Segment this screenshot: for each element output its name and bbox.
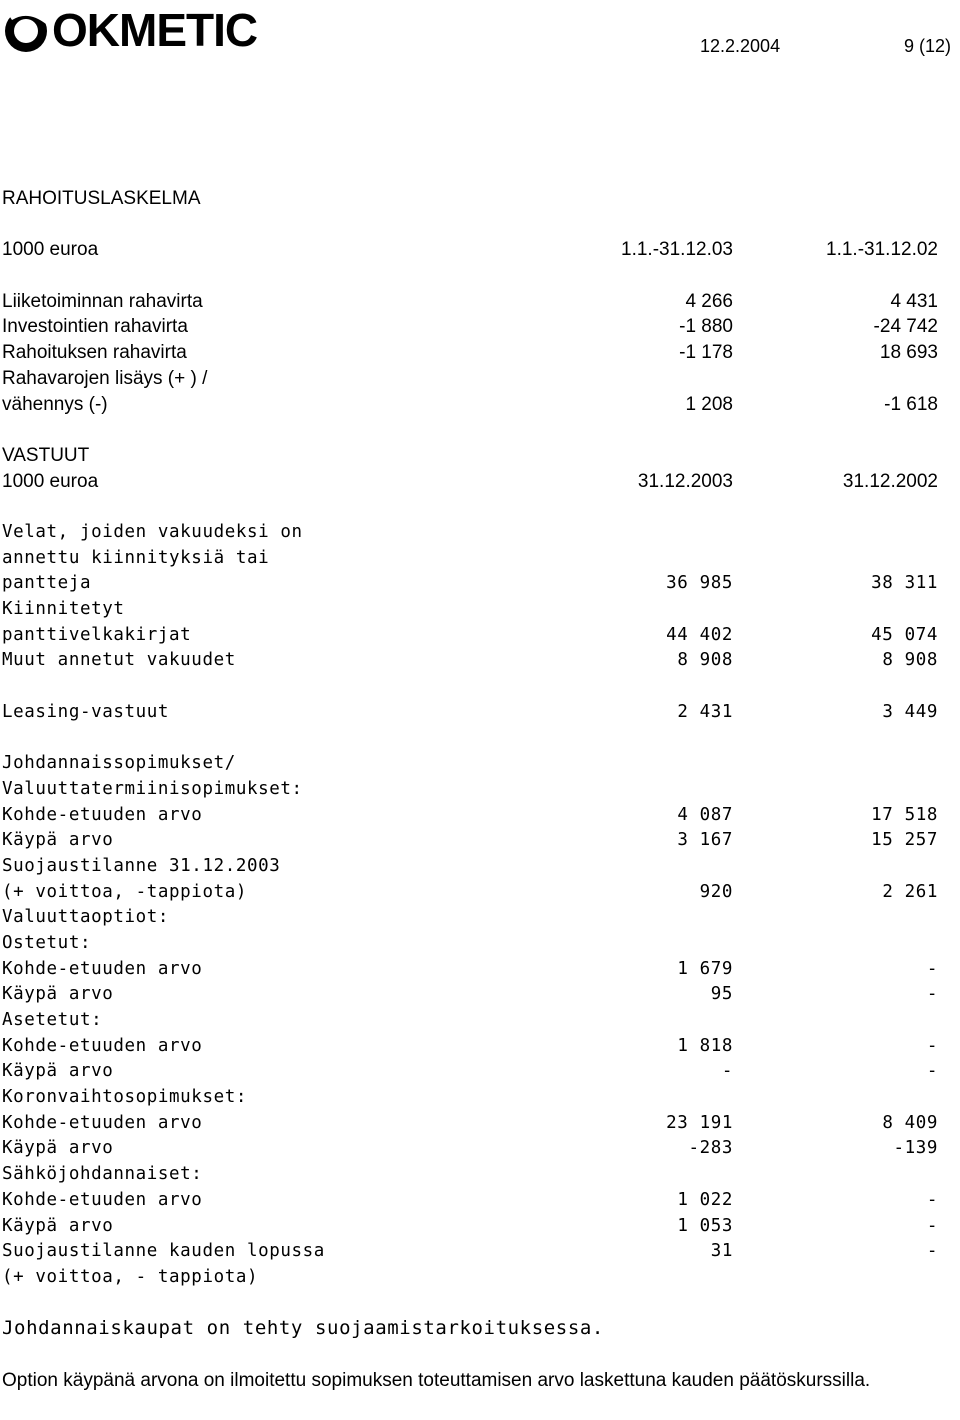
row-label: Rahavarojen lisäys (+ ) / [2, 367, 208, 389]
row-label: Suojaustilanne kauden lopussa [2, 1241, 325, 1262]
value-2002: 15 257 [871, 830, 938, 851]
value-2003: 95 [710, 984, 733, 1005]
row-label: Kohde-etuuden arvo [2, 804, 203, 825]
table-row [2, 1162, 938, 1188]
value-2002: - [926, 1215, 938, 1236]
hedging-note: Johdannaiskaupat on tehty suojaamistarkoituksessa. [2, 1317, 604, 1339]
table-row [2, 905, 938, 931]
table-row [2, 1136, 938, 1162]
cashflow-title [2, 186, 938, 212]
table-row [2, 571, 938, 597]
unit-label: 1000 euroa [2, 470, 99, 492]
date-2003-header: 31.12.2003 [637, 470, 733, 492]
logo-wordmark: OKMETIC [52, 4, 258, 56]
value-2002: - [926, 958, 938, 979]
value-2003: -283 [688, 1138, 733, 1159]
row-label: Velat, joiden vakuudeksi on [2, 521, 303, 542]
table-row [2, 1239, 938, 1265]
value-2003: 920 [699, 881, 733, 902]
row-label: Käypä arvo [2, 984, 114, 1005]
row-label: Käypä arvo [2, 1061, 114, 1082]
value-2003: 1 208 [685, 393, 733, 415]
table-row [2, 931, 938, 957]
table-row [2, 366, 938, 392]
table-row [2, 1265, 938, 1291]
table-row [2, 648, 938, 674]
table-row [2, 1214, 938, 1240]
row-label: Kohde-etuuden arvo [2, 1035, 203, 1056]
table-row [2, 1008, 938, 1034]
row-label: Suojaustilanne 31.12.2003 [2, 855, 281, 876]
value-2003: 1 679 [677, 958, 733, 979]
row-label: Asetetut: [2, 1010, 103, 1030]
value-2002: 4 431 [890, 290, 938, 312]
value-2003: 1 022 [677, 1189, 733, 1210]
value-2003: 1 053 [677, 1215, 733, 1236]
value-2002: 45 074 [871, 624, 938, 645]
row-label: (+ voittoa, - tappiota) [2, 1266, 259, 1287]
table-row [2, 392, 938, 418]
row-label: Kohde-etuuden arvo [2, 1112, 203, 1133]
value-2003: - [721, 1061, 733, 1082]
table-row [2, 314, 938, 340]
row-label: Koronvaihtosopimukset: [2, 1087, 247, 1108]
row-label: Kiinnitetyt [2, 599, 125, 619]
value-2002: 38 311 [871, 573, 938, 594]
period-2002-header: 1.1.-31.12.02 [826, 239, 938, 261]
row-label: Ostetut: [2, 932, 92, 953]
row-label: Kohde-etuuden arvo [2, 958, 203, 979]
document-body [2, 186, 938, 1291]
value-2003: 23 191 [666, 1112, 733, 1133]
row-label: Käypä arvo [2, 830, 114, 851]
table-row [2, 623, 938, 649]
row-label: Sähköjohdannaiset: [2, 1164, 203, 1185]
table-row [2, 520, 938, 546]
table-row [2, 957, 938, 983]
table-row [2, 982, 938, 1008]
section-title: VASTUUT [2, 444, 90, 466]
value-2003: -1 178 [679, 342, 733, 364]
table-row [2, 1034, 938, 1060]
table-row [2, 803, 938, 829]
value-2002: 3 449 [882, 701, 938, 722]
value-2002: 18 693 [879, 342, 938, 364]
row-label: Valuuttatermiinisopimukset: [2, 778, 303, 799]
value-2003: 3 167 [677, 830, 733, 851]
cashflow-header-row [2, 237, 938, 263]
document-date: 12.2.2004 [700, 36, 781, 56]
table-row [2, 1085, 938, 1111]
value-2003: 31 [710, 1241, 733, 1262]
value-2002: - [926, 1061, 938, 1082]
page-number: 9 (12) [904, 36, 952, 56]
table-row [2, 340, 938, 366]
row-label: Investointien rahavirta [2, 316, 188, 338]
commitments-title [2, 443, 938, 469]
row-label: Rahoituksen rahavirta [2, 342, 187, 364]
value-2002: - [926, 1241, 938, 1262]
table-row [2, 1188, 938, 1214]
table-row [2, 1059, 938, 1085]
value-2002: -139 [893, 1138, 938, 1159]
row-label: Liiketoiminnan rahavirta [2, 290, 203, 312]
row-label: Käypä arvo [2, 1138, 114, 1159]
table-row [2, 828, 938, 854]
table-row [2, 854, 938, 880]
period-2003-header: 1.1.-31.12.03 [621, 239, 733, 261]
value-2002: 8 409 [882, 1112, 938, 1133]
value-2002: 17 518 [871, 804, 938, 825]
value-2003: 2 431 [677, 701, 733, 722]
row-label: pantteja [2, 573, 92, 594]
leasing-row [2, 700, 938, 726]
row-label: (+ voittoa, -tappiota) [2, 881, 247, 902]
table-row [2, 1111, 938, 1137]
value-2003: 4 087 [677, 804, 733, 825]
value-2002: -24 742 [873, 316, 938, 338]
row-label: Kohde-etuuden arvo [2, 1189, 203, 1210]
table-row [2, 289, 938, 315]
value-2002: - [926, 984, 938, 1005]
value-2003: 4 266 [685, 290, 733, 312]
row-label: Käypä arvo [2, 1215, 114, 1236]
okmetic-logo-icon [2, 4, 54, 56]
table-row [2, 777, 938, 803]
value-2002: 2 261 [882, 881, 938, 902]
date-2002-header: 31.12.2002 [842, 470, 938, 492]
value-2002: - [926, 1189, 938, 1210]
row-label: Leasing-vastuut [2, 701, 170, 722]
option-value-note: Option käypänä arvona on ilmoitettu sopimuksen toteuttamisen arvo laskettuna kauden päätöskurssilla. [2, 1370, 871, 1391]
unit-label: 1000 euroa [2, 239, 99, 261]
value-2003: 1 818 [677, 1035, 733, 1056]
value-2002: 8 908 [882, 650, 938, 671]
row-label: panttivelkakirjat [2, 624, 192, 645]
value-2003: 36 985 [666, 573, 733, 594]
section-title: RAHOITUSLASKELMA [2, 188, 201, 209]
row-label: annettu kiinnityksiä tai [2, 547, 270, 568]
table-row [2, 546, 938, 572]
table-row [2, 880, 938, 906]
value-2003: 44 402 [666, 624, 733, 645]
commitments-header-row [2, 469, 938, 495]
table-row [2, 597, 938, 623]
row-label: Muut annetut vakuudet [2, 650, 236, 671]
pledge-rows [2, 520, 938, 674]
row-label: Valuuttaoptiot: [2, 907, 170, 928]
row-label: Johdannaissopimukset/ [2, 753, 236, 774]
cashflow-rows [2, 289, 938, 417]
value-2002: -1 618 [884, 393, 938, 415]
table-row [2, 751, 938, 777]
value-2003: -1 880 [679, 316, 733, 338]
value-2003: 8 908 [677, 650, 733, 671]
derivative-rows [2, 751, 938, 1290]
value-2002: - [926, 1035, 938, 1056]
row-label: vähennys (-) [2, 393, 108, 415]
